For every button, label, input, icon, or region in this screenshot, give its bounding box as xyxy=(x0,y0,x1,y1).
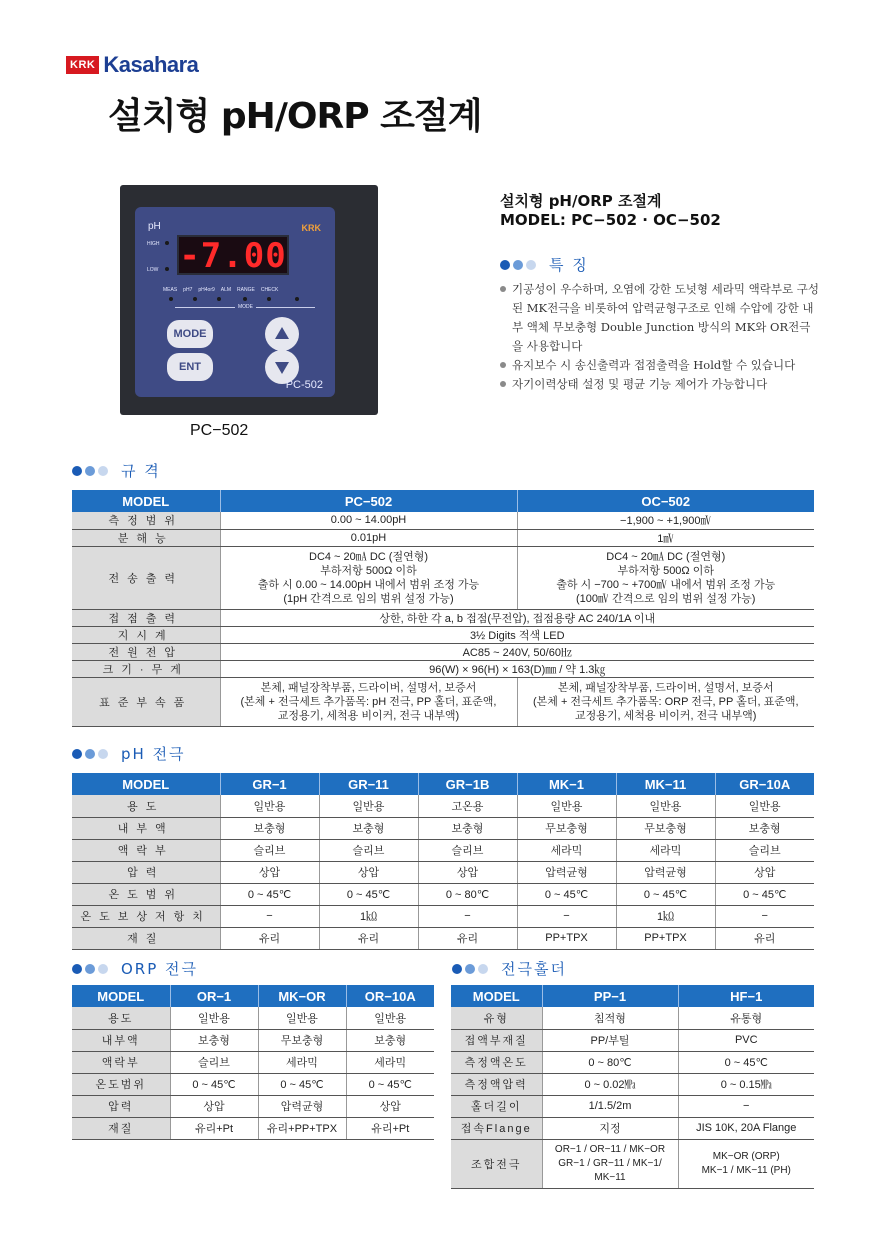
check-led-icon xyxy=(295,297,299,301)
up-button xyxy=(265,317,299,351)
row-label: 재질 xyxy=(72,1117,170,1139)
high-led-icon xyxy=(165,241,169,245)
bullet-dot-icon xyxy=(465,964,475,974)
row-label: 재질 xyxy=(72,927,220,949)
col-header: OR−10A xyxy=(346,985,434,1007)
table-cell: 보충형 xyxy=(715,817,814,839)
col-header: MODEL xyxy=(451,985,542,1007)
table-row xyxy=(72,626,814,643)
table-cell: 1㎷ xyxy=(517,529,814,546)
col-header: MODEL xyxy=(72,985,170,1007)
table-cell: 96(W) × 96(H) × 163(D)㎜ / 약 1.3㎏ xyxy=(220,660,814,677)
table-cell: −1,900 ~ +1,900㎷ xyxy=(517,512,814,529)
row-label: 온도범위 xyxy=(72,883,220,905)
table-cell: 슬리브 xyxy=(418,839,517,861)
table-cell: MK−OR (ORP) MK−1 / MK−11 (PH) xyxy=(678,1139,814,1188)
table-cell: 유통형 xyxy=(678,1007,814,1029)
row-label: 압력 xyxy=(72,861,220,883)
table-row xyxy=(451,1139,814,1188)
table-cell: 일반용 xyxy=(715,795,814,817)
row-label: 액락부 xyxy=(72,1051,170,1073)
device-front-panel xyxy=(135,207,335,397)
table-row xyxy=(72,1029,434,1051)
table-cell: 상압 xyxy=(220,861,319,883)
table-cell: 0 ~ 80℃ xyxy=(542,1051,678,1073)
row-label: 압력 xyxy=(72,1095,170,1117)
device-image xyxy=(120,185,378,415)
col-header: MK−11 xyxy=(616,773,715,795)
table-cell: 세라믹 xyxy=(616,839,715,861)
row-label: 표준부속품 xyxy=(72,677,220,726)
spec-heading xyxy=(72,460,161,481)
bullet-dot-icon xyxy=(478,964,488,974)
col-header: GR−1 xyxy=(220,773,319,795)
table-cell: 유리 xyxy=(319,927,418,949)
table-cell: 일반용 xyxy=(346,1007,434,1029)
table-row xyxy=(72,1073,434,1095)
table-cell: DC4 ~ 20㎃ DC (절연형) 부하저항 500Ω 이하 출하 시 −700 ~ +700㎷ 내에서 범위 조정 가능 (100㎷ 간격으로 임의 범위 설정 가능) xyxy=(517,546,814,609)
table-cell: 일반용 xyxy=(170,1007,258,1029)
table-cell: JIS 10K, 20A Flange xyxy=(678,1117,814,1139)
table-cell: 유리 xyxy=(418,927,517,949)
table-row xyxy=(72,817,814,839)
table-cell: 0 ~ 45℃ xyxy=(258,1073,346,1095)
mode-label: RANGE xyxy=(237,287,255,293)
table-cell: 3½ Digits 적색 LED xyxy=(220,626,814,643)
holder-heading xyxy=(452,958,567,979)
table-cell: 슬리브 xyxy=(715,839,814,861)
table-row xyxy=(451,1029,814,1051)
table-cell: − xyxy=(715,905,814,927)
table-cell: 상압 xyxy=(170,1095,258,1117)
row-label: 온도범위 xyxy=(72,1073,170,1095)
table-row xyxy=(451,1117,814,1139)
table-cell: 압력균형 xyxy=(517,861,616,883)
table-cell: 0 ~ 45℃ xyxy=(678,1051,814,1073)
table-cell: 0 ~ 0.02㎫ xyxy=(542,1073,678,1095)
alm-led-icon xyxy=(243,297,247,301)
triangle-up-icon xyxy=(275,327,289,339)
table-cell: 고온용 xyxy=(418,795,517,817)
table-cell: 보충형 xyxy=(319,817,418,839)
device-model-label: PC-502 xyxy=(285,379,323,391)
device-display: -7.00 xyxy=(177,235,289,275)
table-row xyxy=(72,1007,434,1029)
table-cell: 압력균형 xyxy=(616,861,715,883)
col-header: OR−1 xyxy=(170,985,258,1007)
table-cell: 일반용 xyxy=(319,795,418,817)
row-label: 용도 xyxy=(72,795,220,817)
bullet-dot-icon xyxy=(85,749,95,759)
table-row xyxy=(451,1095,814,1117)
table-cell: − xyxy=(678,1095,814,1117)
device-high-label: HIGH xyxy=(147,241,160,247)
device-mode-labels xyxy=(163,287,278,293)
table-cell: 0 ~ 45℃ xyxy=(220,883,319,905)
triangle-down-icon xyxy=(275,362,289,374)
table-row xyxy=(72,927,814,949)
row-label: 지시계 xyxy=(72,626,220,643)
table-row xyxy=(72,677,814,726)
table-cell: 상압 xyxy=(346,1095,434,1117)
row-label: 전송출력 xyxy=(72,546,220,609)
range-led-icon xyxy=(267,297,271,301)
table-row xyxy=(72,546,814,609)
mode-label: MEAS xyxy=(163,287,178,293)
ent-button: ENT xyxy=(167,353,213,381)
section-title: 전극홀더 xyxy=(501,960,567,978)
bullet-dot-icon xyxy=(98,749,108,759)
bullet-dot-icon xyxy=(500,260,510,270)
table-row xyxy=(72,839,814,861)
table-cell: 무보충형 xyxy=(517,817,616,839)
row-label: 분해능 xyxy=(72,529,220,546)
table-cell: 0.01pH xyxy=(220,529,517,546)
table-cell: 지정 xyxy=(542,1117,678,1139)
mode-bar-label: MODE xyxy=(235,304,256,310)
table-cell: 0 ~ 45℃ xyxy=(517,883,616,905)
holder-table xyxy=(451,985,814,1189)
row-label: 내부액 xyxy=(72,817,220,839)
table-cell: 보충형 xyxy=(170,1029,258,1051)
table-cell: 무보충형 xyxy=(616,817,715,839)
product-title: 설치형 pH/ORP 조절계 xyxy=(500,192,662,210)
table-row xyxy=(72,795,814,817)
table-cell: 세라믹 xyxy=(517,839,616,861)
table-cell: 일반용 xyxy=(517,795,616,817)
brand-name: Kasahara xyxy=(103,52,199,77)
table-cell: 보충형 xyxy=(418,817,517,839)
table-row xyxy=(72,861,814,883)
table-row xyxy=(451,1051,814,1073)
bullet-dot-icon xyxy=(85,466,95,476)
row-label: 액락부 xyxy=(72,839,220,861)
row-label: 유형 xyxy=(451,1007,542,1029)
orp-electrode-heading xyxy=(72,958,198,979)
mode-label: pH7 xyxy=(183,287,193,293)
table-cell: PP+TPX xyxy=(616,927,715,949)
table-row xyxy=(72,512,814,529)
table-cell: PVC xyxy=(678,1029,814,1051)
bullet-dot-icon xyxy=(72,749,82,759)
features-heading xyxy=(500,254,589,275)
col-header: GR−1B xyxy=(418,773,517,795)
table-cell: 압력균형 xyxy=(258,1095,346,1117)
section-title: 특 징 xyxy=(549,256,589,274)
table-cell: 일반용 xyxy=(220,795,319,817)
section-title: 규 격 xyxy=(121,462,161,480)
table-cell: 슬리브 xyxy=(319,839,418,861)
product-model: MODEL: PC−502 · OC−502 xyxy=(500,211,721,229)
bullet-dot-icon xyxy=(72,466,82,476)
ph7-led-icon xyxy=(193,297,197,301)
bullet-dot-icon xyxy=(513,260,523,270)
table-row xyxy=(72,1051,434,1073)
bullet-dot-icon xyxy=(526,260,536,270)
row-label: 홀더길이 xyxy=(451,1095,542,1117)
row-label: 측정액온도 xyxy=(451,1051,542,1073)
mode-label: pH4or9 xyxy=(198,287,215,293)
bullet-dot-icon xyxy=(98,466,108,476)
section-title: pH 전극 xyxy=(121,745,186,763)
table-cell: 본체, 패널장착부품, 드라이버, 설명서, 보증서 (본체 + 전극세트 추가품목: pH 전극, PP 홀더, 표준액, 교정용기, 세척용 비이커, 전극 내부액) xyxy=(220,677,517,726)
table-cell: OR−1 / OR−11 / MK−OR GR−1 / GR−11 / MK−1/ MK−11 xyxy=(542,1139,678,1188)
table-cell: 보충형 xyxy=(220,817,319,839)
table-cell: 슬리브 xyxy=(220,839,319,861)
table-cell: 일반용 xyxy=(258,1007,346,1029)
features-list xyxy=(500,280,820,394)
col-header: HF−1 xyxy=(678,985,814,1007)
table-cell: 세라믹 xyxy=(258,1051,346,1073)
table-cell: − xyxy=(418,905,517,927)
table-cell: 1㏀ xyxy=(319,905,418,927)
table-cell: 본체, 패널장착부품, 드라이버, 설명서, 보증서 (본체 + 전극세트 추가품목: ORP 전극, PP 홀더, 표준액, 교정용기, 세척용 비이커, 전극 내부액) xyxy=(517,677,814,726)
col-header: PP−1 xyxy=(542,985,678,1007)
table-cell: 0 ~ 0.15㎫ xyxy=(678,1073,814,1095)
table-cell: DC4 ~ 20㎃ DC (절연형) 부하저항 500Ω 이하 출하 시 0.00 ~ 14.00pH 내에서 범위 조정 가능 (1pH 간격으로 임의 범위 설정 가능) xyxy=(220,546,517,609)
ph4-led-icon xyxy=(217,297,221,301)
table-row xyxy=(451,1073,814,1095)
table-cell: AC85 ~ 240V, 50/60㎐ xyxy=(220,643,814,660)
col-header: MK−OR xyxy=(258,985,346,1007)
table-row xyxy=(72,905,814,927)
row-label: 측정액압력 xyxy=(451,1073,542,1095)
spec-table xyxy=(72,490,814,727)
table-cell: 상한, 하한 각 a, b 접점(무전압), 접점용량 AC 240/1A 이내 xyxy=(220,609,814,626)
table-cell: 0.00 ~ 14.00pH xyxy=(220,512,517,529)
table-cell: 1/1.5/2m xyxy=(542,1095,678,1117)
orp-electrode-table xyxy=(72,985,434,1140)
table-cell: 0 ~ 45℃ xyxy=(616,883,715,905)
row-label: 온도보상저항치 xyxy=(72,905,220,927)
table-cell: 유리 xyxy=(220,927,319,949)
table-cell: 보충형 xyxy=(346,1029,434,1051)
feature-item: 기공성이 우수하며, 오염에 강한 도넛형 세라믹 액락부로 구성된 MK전극을 비롯하여 압력균형구조로 인해 수압에 강한 내부 액체 무보충형 Double Junction 방식의 MK와 OR전극을 사용합니다 xyxy=(500,280,820,356)
table-cell: − xyxy=(517,905,616,927)
table-cell: 유리+Pt xyxy=(346,1117,434,1139)
brand-logo xyxy=(66,52,198,78)
row-label: 전원전압 xyxy=(72,643,220,660)
bullet-dot-icon xyxy=(85,964,95,974)
device-brand-label: KRK xyxy=(301,223,321,233)
col-header: MODEL xyxy=(72,490,220,512)
table-cell: 상압 xyxy=(715,861,814,883)
feature-item: 유지보수 시 송신출력과 접점출력을 Hold할 수 있습니다 xyxy=(500,356,820,375)
table-cell: 유리+PP+TPX xyxy=(258,1117,346,1139)
table-cell: PP+TPX xyxy=(517,927,616,949)
col-header: GR−11 xyxy=(319,773,418,795)
mode-label: ALM xyxy=(220,287,232,293)
table-cell: 세라믹 xyxy=(346,1051,434,1073)
col-header: GR−10A xyxy=(715,773,814,795)
ph-electrode-table xyxy=(72,773,814,950)
table-row xyxy=(72,883,814,905)
table-cell: PP/부틸 xyxy=(542,1029,678,1051)
table-cell: 유리+Pt xyxy=(170,1117,258,1139)
table-row xyxy=(72,529,814,546)
row-label: 크기·무게 xyxy=(72,660,220,677)
bullet-dot-icon xyxy=(72,964,82,974)
row-label: 조합전극 xyxy=(451,1139,542,1188)
page-title: 설치형 pH/ORP 조절계 xyxy=(108,96,482,137)
table-cell: 상압 xyxy=(418,861,517,883)
col-header: PC−502 xyxy=(220,490,517,512)
table-cell: 0 ~ 80℃ xyxy=(418,883,517,905)
col-header: MK−1 xyxy=(517,773,616,795)
table-row xyxy=(72,660,814,677)
section-title: ORP 전극 xyxy=(121,960,199,978)
col-header: MODEL xyxy=(72,773,220,795)
table-row xyxy=(451,1007,814,1029)
table-cell: 0 ~ 45℃ xyxy=(319,883,418,905)
feature-item: 자기이력상태 설정 및 평균 기능 제어가 가능합니다 xyxy=(500,375,820,394)
bullet-dot-icon xyxy=(452,964,462,974)
table-cell: 무보충형 xyxy=(258,1029,346,1051)
col-header: OC−502 xyxy=(517,490,814,512)
row-label: 접속Flange xyxy=(451,1117,542,1139)
row-label: 용도 xyxy=(72,1007,170,1029)
device-low-label: LOW xyxy=(147,267,159,273)
table-cell: 유리 xyxy=(715,927,814,949)
meas-led-icon xyxy=(169,297,173,301)
table-row xyxy=(72,609,814,626)
table-row xyxy=(72,643,814,660)
row-label: 내부액 xyxy=(72,1029,170,1051)
row-label: 접액부재질 xyxy=(451,1029,542,1051)
table-cell: 1㏀ xyxy=(616,905,715,927)
table-cell: 침적형 xyxy=(542,1007,678,1029)
row-label: 측정범위 xyxy=(72,512,220,529)
brand-badge: KRK xyxy=(66,56,99,74)
device-ph-label: pH xyxy=(148,221,161,232)
table-cell: 0 ~ 45℃ xyxy=(346,1073,434,1095)
table-cell: 0 ~ 45℃ xyxy=(715,883,814,905)
ph-electrode-heading xyxy=(72,743,186,764)
table-cell: 일반용 xyxy=(616,795,715,817)
table-cell: − xyxy=(220,905,319,927)
table-cell: 상압 xyxy=(319,861,418,883)
row-label: 접점출력 xyxy=(72,609,220,626)
table-cell: 0 ~ 45℃ xyxy=(170,1073,258,1095)
table-row xyxy=(72,1117,434,1139)
low-led-icon xyxy=(165,267,169,271)
bullet-dot-icon xyxy=(98,964,108,974)
mode-button: MODE xyxy=(167,320,213,348)
device-caption: PC−502 xyxy=(190,422,249,439)
table-cell: 슬리브 xyxy=(170,1051,258,1073)
table-row xyxy=(72,1095,434,1117)
mode-label: CHECK xyxy=(260,287,279,293)
